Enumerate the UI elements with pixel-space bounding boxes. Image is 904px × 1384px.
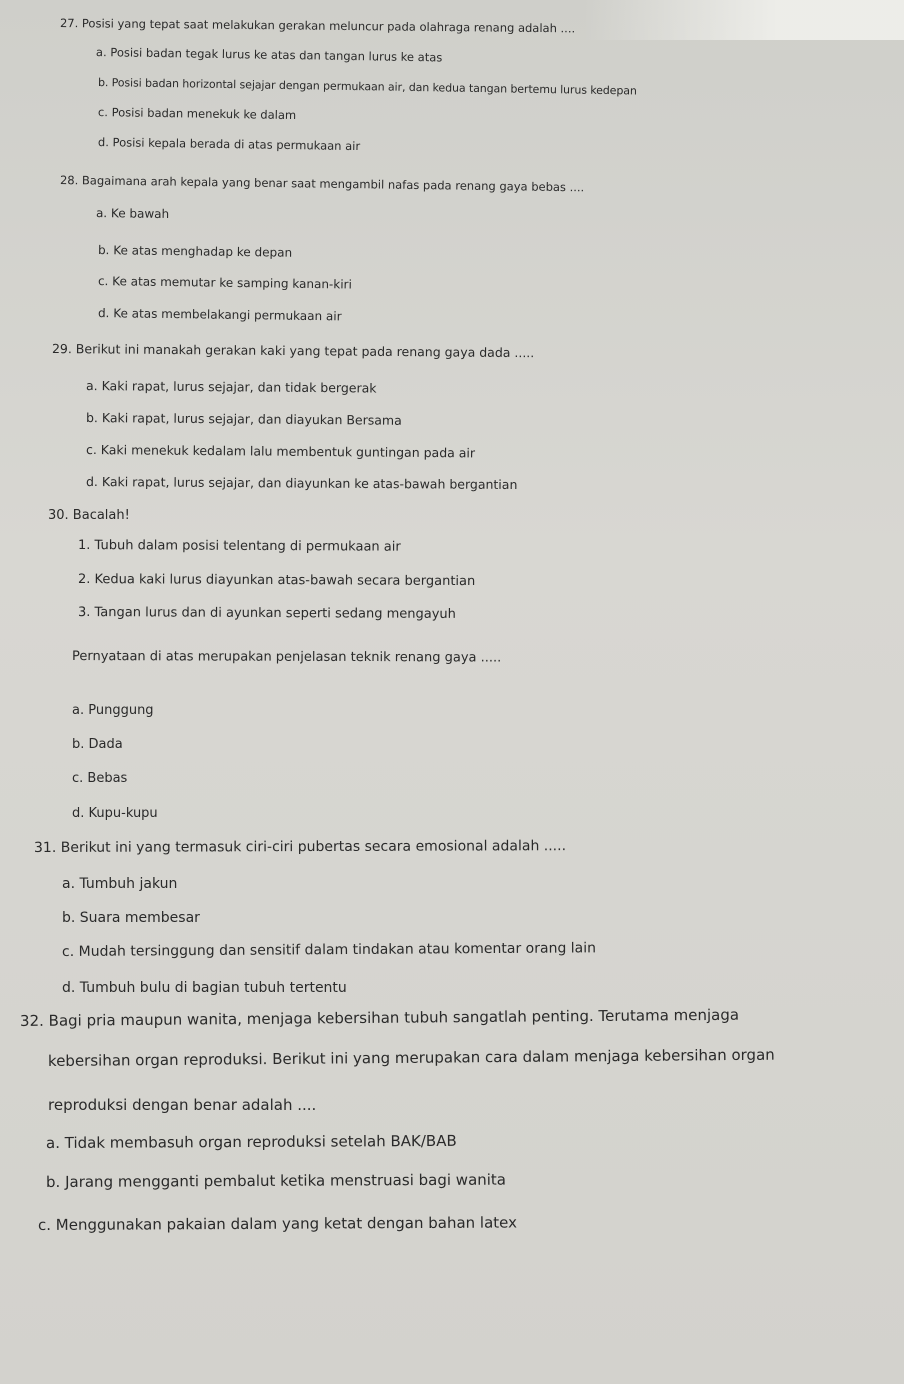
question-30-statement-1: 1. Tubuh dalam posisi telentang di permukaan air — [77, 538, 401, 555]
question-27-option-b: b. Posisi badan horizontal sejajar dengan permukaan air, dan kedua tangan bertemu lurus kedepan — [97, 76, 637, 98]
question-32-option-b: b. Jarang mengganti pembalut ketika menstruasi bagi wanita — [45, 1170, 507, 1191]
question-30-stem: 30. Bacalah! — [48, 508, 130, 523]
question-29-option-d: d. Kaki rapat, lurus sejajar, dan diayunkan ke atas-bawah bergantian — [85, 474, 518, 493]
question-29-option-a: a. Kaki rapat, lurus sejajar, dan tidak bergerak — [85, 378, 377, 396]
question-31-stem: 31. Berikut ini yang termasuk ciri-ciri pubertas secara emosional adalah ..... — [33, 838, 567, 856]
question-27-option-c: c. Posisi badan menekuk ke dalam — [97, 105, 297, 123]
question-29-stem: 29. Berikut ini manakah gerakan kaki yang tepat pada renang gaya dada ..... — [51, 341, 535, 361]
question-27-stem: 27. Posisi yang tepat saat melakukan gerakan meluncur pada olahraga renang adalah .... — [59, 16, 576, 36]
question-30-option-d: d. Kupu-kupu — [72, 806, 158, 821]
question-29-option-b: b. Kaki rapat, lurus sejajar, dan diayukan Bersama — [85, 410, 402, 428]
question-32-option-a: a. Tidak membasuh organ reproduksi setelah BAK/BAB — [45, 1131, 457, 1152]
question-30-statement-3: 3. Tangan lurus dan di ayunkan seperti sedang mengayuh — [77, 605, 456, 622]
question-27-option-a: a. Posisi badan tegak lurus ke atas dan tangan lurus ke atas — [95, 45, 443, 65]
question-30-option-c: c. Bebas — [72, 771, 128, 786]
question-32-stem-line-3: reproduksi dengan benar adalah .... — [48, 1096, 317, 1114]
question-28-option-c: c. Ke atas memutar ke samping kanan-kiri — [97, 274, 352, 292]
question-27-option-d: d. Posisi kepala berada di atas permukaan air — [97, 135, 361, 154]
question-30-option-b: b. Dada — [72, 737, 123, 752]
question-28-option-d: d. Ke atas membelakangi permukaan air — [97, 306, 342, 324]
question-30-statement-2: 2. Kedua kaki lurus diayunkan atas-bawah secara bergantian — [77, 572, 476, 590]
question-31-option-c: c. Mudah tersinggung dan sensitif dalam tindakan atau komentar orang lain — [61, 940, 597, 960]
question-32-stem-line-2: kebersihan organ reproduksi. Berikut ini yang merupakan cara dalam menjaga kebersihan organ — [47, 1045, 775, 1070]
question-28-option-b: b. Ke atas menghadap ke depan — [97, 243, 293, 260]
question-30-prompt: Pernyataan di atas merupakan penjelasan teknik renang gaya ..... — [71, 649, 502, 666]
question-32-option-c: c. Menggunakan pakaian dalam yang ketat dengan bahan latex — [37, 1213, 518, 1234]
paper-corner-shade — [584, 0, 904, 40]
question-29-option-c: c. Kaki menekuk kedalam lalu membentuk guntingan pada air — [85, 442, 476, 461]
question-30-option-a: a. Punggung — [72, 703, 154, 718]
question-31-option-a: a. Tumbuh jakun — [62, 876, 178, 892]
question-31-option-b: b. Suara membesar — [62, 910, 200, 926]
question-31-option-d: d. Tumbuh bulu di bagian tubuh tertentu — [62, 980, 347, 996]
question-28-option-a: a. Ke bawah — [95, 206, 170, 222]
question-32-stem-line-1: 32. Bagi pria maupun wanita, menjaga kebersihan tubuh sangatlah penting. Terutama menjaga — [19, 1005, 740, 1030]
question-28-stem: 28. Bagaimana arah kepala yang benar saat mengambil nafas pada renang gaya bebas .... — [59, 173, 585, 195]
